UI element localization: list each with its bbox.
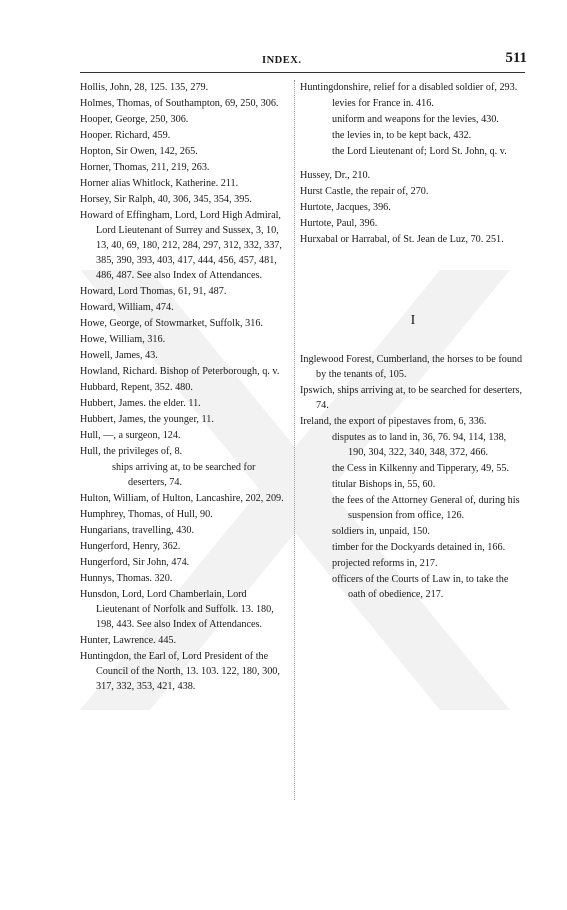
- left-column: [80, 80, 290, 695]
- index-entry: Hurtote, Jacques, 396.: [300, 202, 391, 213]
- section-letter-i: I: [410, 313, 416, 328]
- index-entry: the levies in, to be kept back, 432.: [332, 130, 472, 141]
- index-entry: Horner alias Whitlock, Katherine. 211.: [80, 178, 239, 189]
- index-entry: disputes as to land in, 36, 76. 94, 114, 138, 190, 304, 322, 340, 348, 372, 466.: [332, 432, 507, 458]
- index-entry: Hurtote, Paul, 396.: [300, 218, 378, 229]
- index-entry: Ireland, the export of pipestaves from, 6, 336.: [300, 416, 487, 427]
- index-entry: Hopton, Sir Owen, 142, 265.: [80, 146, 198, 157]
- right-column: [300, 80, 526, 603]
- index-entry: Hull, the privileges of, 8.: [80, 446, 183, 457]
- index-entry: Howe, George, of Stowmarket, Suffolk, 316.: [80, 318, 263, 329]
- index-entry: the fees of the Attorney General of, during his suspension from office, 126.: [332, 495, 520, 521]
- index-entry: Hurst Castle, the repair of, 270.: [300, 186, 429, 197]
- index-entry: soldiers in, unpaid, 150.: [332, 526, 430, 537]
- index-entry: Ipswich, ships arriving at, to be searched for deserters, 74.: [300, 385, 523, 411]
- index-entry: Hunter, Lawrence. 445.: [80, 635, 177, 646]
- index-entry: Hungerford, Henry, 362.: [80, 541, 181, 552]
- index-entry: Hubbert, James, the younger, 11.: [80, 414, 214, 425]
- index-entry: Hollis, John, 28, 125. 135, 279.: [80, 82, 209, 93]
- index-entry: ships arriving at, to be searched for deserters, 74.: [112, 462, 256, 488]
- column-divider: [294, 80, 295, 800]
- right-column-i-entries: [300, 352, 526, 602]
- index-entry: Hull, —, a surgeon, 124.: [80, 430, 181, 441]
- index-entry: Hussey, Dr., 210.: [300, 170, 371, 181]
- index-entry: Howe, William, 316.: [80, 334, 166, 345]
- index-entry: Hungerford, Sir John, 474.: [80, 557, 190, 568]
- index-entry: officers of the Courts of Law in, to take the oath of obedience, 217.: [332, 574, 509, 600]
- index-entry: uniform and weapons for the levies, 430.: [332, 114, 499, 125]
- index-entry: Horner, Thomas, 211, 219, 263.: [80, 162, 210, 173]
- index-entry: Hooper. Richard, 459.: [80, 130, 171, 141]
- index-entry: Hurxabal or Harrabal, of St. Jean de Luz, 70. 251.: [300, 234, 504, 245]
- index-entry: Hubbert, James. the elder. 11.: [80, 398, 201, 409]
- index-entry: Howell, James, 43.: [80, 350, 158, 361]
- index-entry: Humphrey, Thomas, of Hull, 90.: [80, 509, 213, 520]
- index-entry: Horsey, Sir Ralph, 40, 306, 345, 354, 395.: [80, 194, 252, 205]
- running-header: INDEX.: [262, 55, 302, 66]
- index-entry: Holmes, Thomas, of Southampton, 69, 250, 306.: [80, 98, 279, 109]
- index-entry: Hulton, William, of Hulton, Lancashire, 202, 209.: [80, 493, 284, 504]
- page-number: 511: [505, 50, 527, 66]
- index-entry: Hunnys, Thomas. 320.: [80, 573, 173, 584]
- index-entry: Hooper, George, 250, 306.: [80, 114, 189, 125]
- index-entry: Huntingdonshire, relief for a disabled soldier of, 293.: [300, 82, 518, 93]
- index-entry: Huntingdon, the Earl of, Lord President of the Council of the North, 13. 103. 122, 180, 300, 317, 332, 353, 421, 438.: [80, 651, 280, 692]
- index-entry: the Lord Lieutenant of; Lord St. John, q. v.: [332, 146, 507, 157]
- index-entry: projected reforms in, 217.: [332, 558, 438, 569]
- index-entry: Hungarians, travelling, 430.: [80, 525, 195, 536]
- index-entry: Howard of Effingham, Lord, Lord High Admiral, Lord Lieutenant of Surrey and Sussex, 3, 10, 13, 40, 69, 180, 212, 284, 297, 312, 332, 337, 385, 390, 393, 403, 417, 444, 456, 457, 481, 486, 487. See also Index of Attendances.: [80, 210, 282, 281]
- index-entry: the Cess in Kilkenny and Tipperary, 49, 55.: [332, 463, 510, 474]
- index-entry: Inglewood Forest, Cumberland, the horses to be found by the tenants of, 105.: [300, 354, 523, 380]
- index-entry: levies for France in. 416.: [332, 98, 434, 109]
- index-entry: timber for the Dockyards detained in, 166.: [332, 542, 506, 553]
- index-entry: Hunsdon, Lord, Lord Chamberlain, Lord Lieutenant of Norfolk and Suffolk. 13. 180, 198, 443. See also Index of Attendances.: [80, 589, 274, 630]
- index-entry: Howland, Richard. Bishop of Peterborough, q. v.: [80, 366, 280, 377]
- index-entry: Howard, William, 474.: [80, 302, 174, 313]
- index-entry: titular Bishops in, 55, 60.: [332, 479, 436, 490]
- right-column-h-entries: [300, 80, 526, 247]
- index-entry: Hubbard, Repent, 352. 480.: [80, 382, 193, 393]
- index-entry: Howard, Lord Thomas, 61, 91, 487.: [80, 286, 227, 297]
- header-rule: [80, 72, 525, 73]
